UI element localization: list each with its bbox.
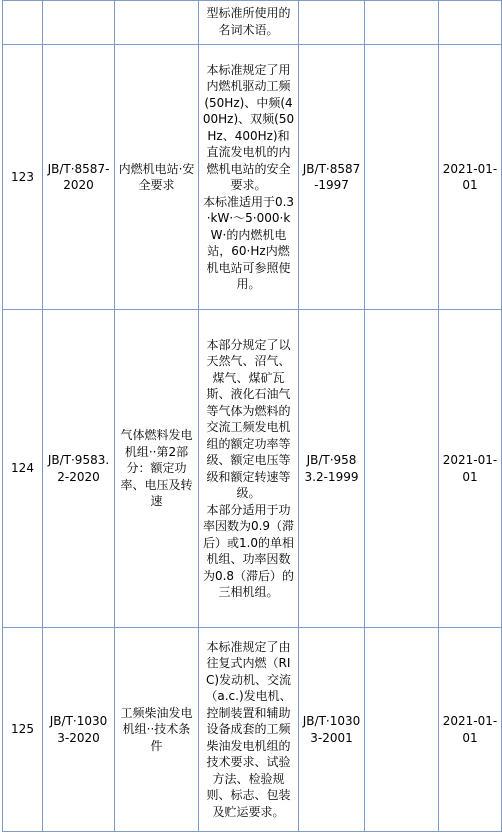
name-cell — [115, 1, 199, 45]
replaced-cell: JB/T·10303-2001 — [299, 628, 365, 832]
description-paragraph: 本标准适用于0.3·kW·～5·000·kW·的内燃机电站，60·Hz内燃机电站可参照使用。 — [202, 194, 295, 291]
blank-cell — [365, 45, 439, 310]
date-cell: 2021-01-01 — [439, 45, 502, 310]
description-paragraph: 本部分适用于功率因数为0.9（滞后）或1.0的单相机组、功率因数为0.8（滞后）的三相机组。 — [202, 502, 295, 599]
table-row — [3, 628, 502, 832]
table-row — [3, 310, 502, 628]
seq-cell: 125 — [3, 628, 43, 832]
description-cell — [199, 628, 299, 832]
description-paragraph: 本标准规定了由往复式内燃（RIC)发动机、交流（a.c.)发电机、控制装置和辅助设备成套的工频柴油发电机组的技术要求、试验方法、检验规则、标志、包装及贮运要求。 — [205, 639, 292, 819]
date-cell: 2021-01-01 — [439, 310, 502, 628]
table-row — [3, 1, 502, 45]
description-cell — [199, 310, 299, 628]
replaced-cell — [299, 1, 365, 45]
seq-cell: 124 — [3, 310, 43, 628]
name-cell: 工频柴油发电机组··技术条件 — [115, 628, 199, 832]
date-cell — [439, 1, 502, 45]
table-row — [3, 45, 502, 310]
seq-cell — [3, 1, 43, 45]
description-paragraph: 型标准所使用的名词术语。 — [206, 6, 291, 37]
blank-cell — [365, 310, 439, 628]
seq-cell: 123 — [3, 45, 43, 310]
code-cell: JB/T·10303-2020 — [43, 628, 115, 832]
code-cell: JB/T·8587-2020 — [43, 45, 115, 310]
blank-cell — [365, 1, 439, 45]
standards-table — [2, 0, 502, 832]
code-cell: JB/T·9583.2-2020 — [43, 310, 115, 628]
date-cell: 2021-01-01 — [439, 628, 502, 832]
replaced-cell: JB/T·8587-1997 — [299, 45, 365, 310]
blank-cell — [365, 628, 439, 832]
description-cell — [199, 1, 299, 45]
description-paragraph: 本标准规定了用内燃机驱动工频(50Hz)、中频(400Hz)、双频(50Hz、400Hz)和直流发电机的内燃机电站的安全要求。 — [202, 62, 295, 192]
code-cell — [43, 1, 115, 45]
name-cell: 内燃机电站·安全要求 — [115, 45, 199, 310]
description-paragraph: 本部分规定了以天然气、沼气、煤气、煤矿瓦斯、液化石油气等气体为燃料的交流工频发电机组的额定功率等级、额定电压等级和额定转速等级。 — [206, 337, 291, 500]
name-cell: 气体燃料发电机组··第2部分：额定功率、电压及转速 — [115, 310, 199, 628]
replaced-cell: JB/T·9583.2-1999 — [299, 310, 365, 628]
description-cell — [199, 45, 299, 310]
